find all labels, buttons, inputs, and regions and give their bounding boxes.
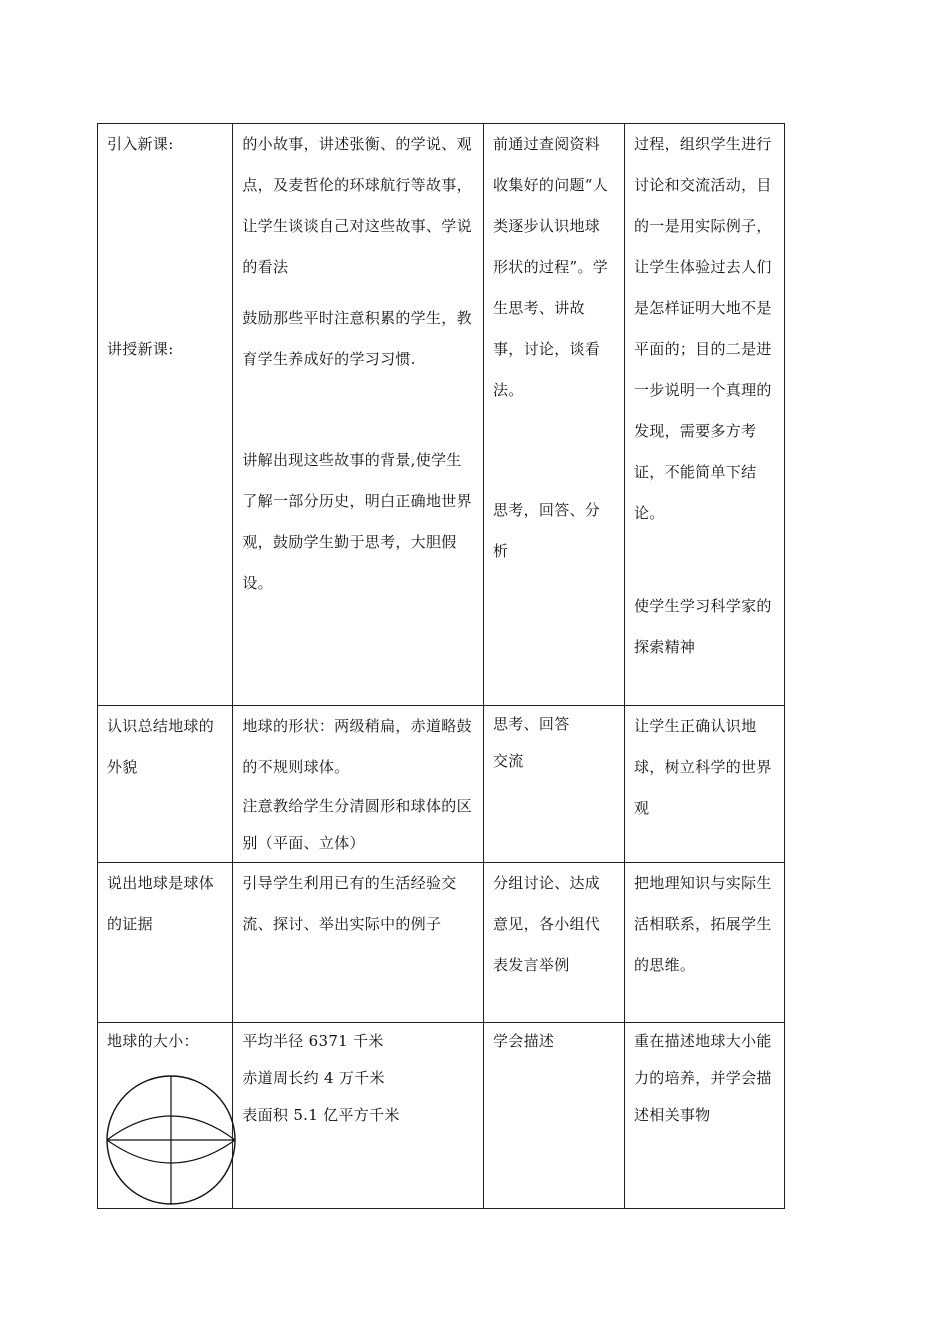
earth-surface-area: 表面积 5.1 亿平方千米 [242, 1106, 400, 1124]
table-row [98, 124, 785, 706]
stage-intro: 引入新课: [107, 135, 174, 153]
stage-text: 认识总结地球的外貌 [107, 717, 215, 776]
design-intent-cell [624, 706, 784, 863]
student-activity-cell [484, 863, 625, 1023]
student-text: 思考、回答 [493, 715, 570, 733]
student-activity-cell [484, 1023, 625, 1209]
earth-circumference: 赤道周长约 4 万千米 [242, 1069, 385, 1087]
teacher-text: 注意教给学生分清圆形和球体的区别（平面、立体） [242, 797, 472, 852]
design-intent-cell [624, 124, 784, 706]
teacher-activity-cell [233, 706, 484, 863]
intent-text: 使学生学习科学家的探索精神 [633, 597, 772, 656]
stage-teach: 讲授新课: [107, 340, 174, 358]
teacher-activity-cell [233, 1023, 484, 1209]
teacher-text: 鼓励那些平时注意积累的学生，教育学生养成好的学习习惯. [242, 309, 472, 368]
student-text: 学会描述 [493, 1032, 555, 1050]
teacher-text: 引导学生利用已有的生活经验交流、探讨、举出实际中的例子 [242, 874, 457, 933]
stage-cell [98, 863, 233, 1023]
student-text: 前通过查阅资料收集好的问题“人类逐步认识地球形状的过程”。学生思考、讲故事，讨论，谈看法。 [493, 135, 609, 399]
teacher-text: 讲解出现这些故事的背景,使学生了解一部分历史，明白正确地世界观，鼓励学生勤于思考，大胆假设。 [242, 451, 472, 592]
table-row [98, 1023, 785, 1209]
student-activity-cell [484, 124, 625, 706]
table-row [98, 706, 785, 863]
design-intent-cell [624, 1023, 784, 1209]
stage-cell [98, 706, 233, 863]
teacher-text: 的小故事，讲述张衡、的学说、观点，及麦哲伦的环球航行等故事，让学生谈谈自己对这些故事、学说的看法 [242, 135, 472, 276]
stage-text: 说出地球是球体的证据 [107, 874, 215, 933]
intent-text: 把地理知识与实际生活相联系，拓展学生的思维。 [633, 874, 772, 974]
teacher-activity-cell [233, 863, 484, 1023]
student-text: 分组讨论、达成意见，各小组代表发言举例 [493, 874, 601, 974]
student-text: 思考，回答、分析 [493, 501, 601, 560]
stage-cell [98, 1023, 233, 1209]
intent-text: 让学生正确认识地球，树立科学的世界观 [633, 717, 772, 817]
teacher-text: 地球的形状：两级稍扁，赤道略鼓的不规则球体。 [242, 717, 472, 776]
student-text: 交流 [493, 752, 524, 770]
intent-text: 重在描述地球大小能力的培养，并学会描述相关事物 [633, 1032, 772, 1124]
stage-text: 地球的大小： [107, 1032, 199, 1050]
student-activity-cell [484, 706, 625, 863]
intent-text: 过程，组织学生进行讨论和交流活动，目的一是用实际例子，让学生体验过去人们是怎样证明大地不是平面的；目的二是进一步说明一个真理的发现，需要多方考证，不能简单下结论。 [633, 135, 772, 522]
table-row [98, 863, 785, 1023]
stage-cell [98, 124, 233, 706]
lesson-plan-table [97, 123, 785, 1209]
teacher-activity-cell [233, 124, 484, 706]
earth-radius: 平均半径 6371 千米 [242, 1032, 384, 1050]
globe-diagram [105, 1072, 237, 1208]
design-intent-cell [624, 863, 784, 1023]
